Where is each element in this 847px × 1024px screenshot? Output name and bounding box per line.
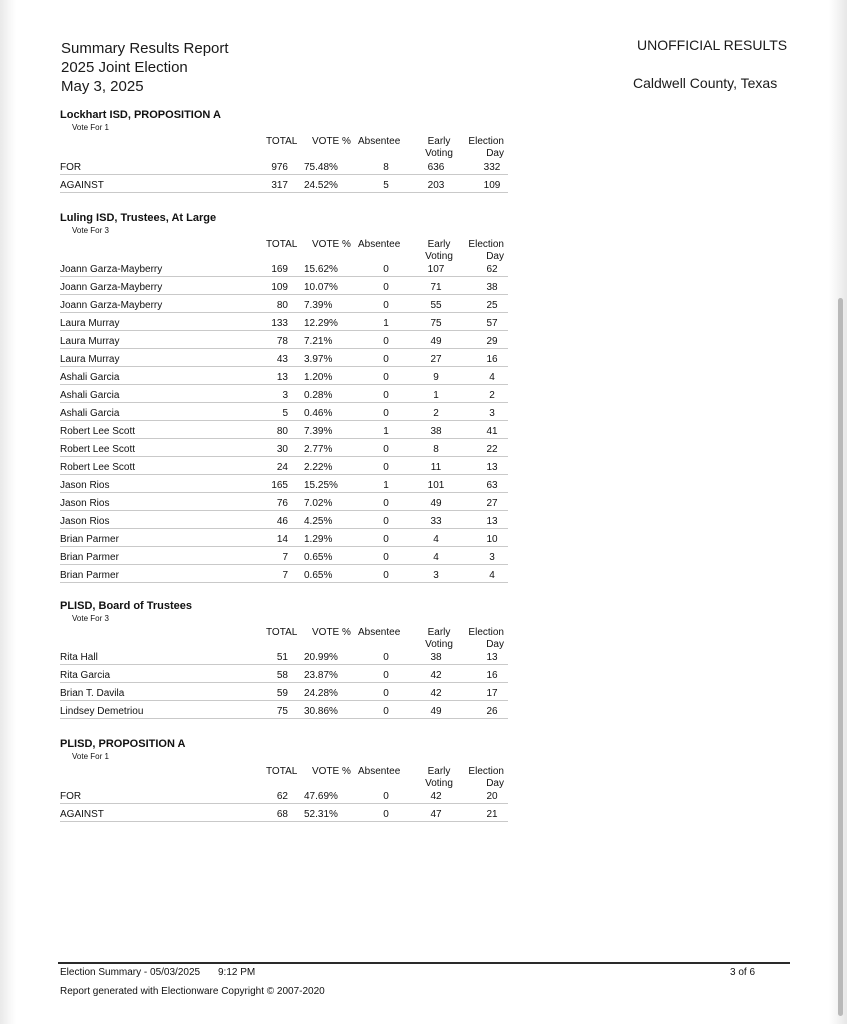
absentee-votes: 0 <box>383 706 389 717</box>
early-voting-votes: 203 <box>427 180 445 191</box>
col-early-voting-header <box>424 136 454 160</box>
total-votes: 43 <box>276 354 288 365</box>
early-voting-votes: 38 <box>430 426 442 437</box>
vote-percent: 12.29% <box>304 318 338 329</box>
col-eday-line2: Day <box>486 639 504 650</box>
vote-percent: 20.99% <box>304 652 338 663</box>
vote-for-label: Vote For 3 <box>72 614 109 623</box>
vote-percent: 1.29% <box>304 534 333 545</box>
election-name: 2025 Joint Election <box>61 59 188 76</box>
col-total-header: TOTAL <box>266 627 298 638</box>
total-votes: 5 <box>282 408 288 419</box>
election-day-votes: 2 <box>489 390 495 401</box>
early-voting-votes: 42 <box>430 791 442 802</box>
total-votes: 317 <box>271 180 288 191</box>
election-day-votes: 20 <box>486 791 498 802</box>
result-row <box>56 351 508 369</box>
candidate-name: Joann Garza-Mayberry <box>60 264 163 275</box>
footer-divider <box>58 962 790 964</box>
total-votes: 75 <box>276 706 288 717</box>
row-divider <box>60 276 508 277</box>
col-early-voting-header <box>424 766 454 790</box>
candidate-name: Ashali Garcia <box>60 408 120 419</box>
row-divider <box>60 718 508 719</box>
candidate-name: Laura Murray <box>60 336 120 347</box>
absentee-votes: 0 <box>383 390 389 401</box>
row-divider <box>60 528 508 529</box>
row-divider <box>60 384 508 385</box>
election-day-votes: 22 <box>486 444 498 455</box>
early-voting-votes: 636 <box>427 162 445 173</box>
row-divider <box>60 330 508 331</box>
candidate-name: Joann Garza-Mayberry <box>60 300 163 311</box>
election-day-votes: 26 <box>486 706 498 717</box>
early-voting-votes: 33 <box>430 516 442 527</box>
candidate-name: Jason Rios <box>60 480 110 491</box>
early-voting-votes: 42 <box>430 688 442 699</box>
absentee-votes: 0 <box>383 336 389 347</box>
vote-percent: 7.39% <box>304 426 333 437</box>
row-divider <box>60 456 508 457</box>
early-voting-votes: 49 <box>430 336 442 347</box>
total-votes: 165 <box>271 480 288 491</box>
col-absentee-header: Absentee <box>358 627 401 638</box>
vote-percent: 4.25% <box>304 516 333 527</box>
row-divider <box>60 803 508 804</box>
total-votes: 59 <box>276 688 288 699</box>
early-voting-votes: 11 <box>430 462 442 473</box>
result-row <box>56 333 508 351</box>
election-day-votes: 38 <box>486 282 498 293</box>
early-voting-votes: 49 <box>430 498 442 509</box>
candidate-name: Joann Garza-Mayberry <box>60 282 163 293</box>
col-total-header: TOTAL <box>266 766 298 777</box>
total-votes: 51 <box>276 652 288 663</box>
result-row <box>56 549 508 567</box>
footer-generated-by: Report generated with Electionware Copyright © 2007-2020 <box>60 986 325 997</box>
absentee-votes: 0 <box>383 652 389 663</box>
early-voting-votes: 42 <box>430 670 442 681</box>
vote-percent: 7.02% <box>304 498 333 509</box>
election-day-votes: 3 <box>489 552 495 563</box>
candidate-name: AGAINST <box>60 180 104 191</box>
result-row <box>56 513 508 531</box>
total-votes: 80 <box>276 300 288 311</box>
early-voting-votes: 38 <box>430 652 442 663</box>
total-votes: 30 <box>276 444 288 455</box>
absentee-votes: 0 <box>383 408 389 419</box>
candidate-name: Brian T. Davila <box>60 688 125 699</box>
col-vote-pct-header: VOTE % <box>312 627 351 638</box>
col-eday-line1: Election <box>468 627 504 638</box>
row-divider <box>60 294 508 295</box>
total-votes: 133 <box>271 318 288 329</box>
absentee-votes: 0 <box>383 498 389 509</box>
election-day-votes: 4 <box>489 570 495 581</box>
vote-percent: 23.87% <box>304 670 338 681</box>
absentee-votes: 0 <box>383 444 389 455</box>
vote-percent: 0.65% <box>304 570 333 581</box>
col-total-header: TOTAL <box>266 239 298 250</box>
absentee-votes: 5 <box>383 180 389 191</box>
col-eday-line2: Day <box>486 148 504 159</box>
col-eday-line1: Election <box>468 766 504 777</box>
candidate-name: Robert Lee Scott <box>60 462 136 473</box>
early-voting-votes: 4 <box>433 552 439 563</box>
result-row <box>56 441 508 459</box>
report-title: Summary Results Report <box>61 40 229 57</box>
row-divider <box>60 582 508 583</box>
col-eday-line2: Day <box>486 251 504 262</box>
result-row <box>56 177 508 195</box>
candidate-name: Jason Rios <box>60 498 110 509</box>
absentee-votes: 0 <box>383 570 389 581</box>
election-day-votes: 16 <box>486 670 498 681</box>
col-vote-pct-header: VOTE % <box>312 136 351 147</box>
result-row <box>56 261 508 279</box>
candidate-name: Robert Lee Scott <box>60 426 136 437</box>
candidate-name: Ashali Garcia <box>60 372 120 383</box>
result-row <box>56 279 508 297</box>
absentee-votes: 0 <box>383 534 389 545</box>
col-absentee-header: Absentee <box>358 766 401 777</box>
election-day-votes: 29 <box>486 336 498 347</box>
row-divider <box>60 474 508 475</box>
results-rows <box>56 788 508 824</box>
vote-percent: 52.31% <box>304 809 338 820</box>
row-divider <box>60 192 508 193</box>
candidate-name: AGAINST <box>60 809 104 820</box>
vote-percent: 0.46% <box>304 408 333 419</box>
vote-percent: 24.52% <box>304 180 338 191</box>
candidate-name: FOR <box>60 791 82 802</box>
candidate-name: Rita Garcia <box>60 670 111 681</box>
absentee-votes: 0 <box>383 282 389 293</box>
election-day-votes: 62 <box>486 264 498 275</box>
result-row <box>56 423 508 441</box>
election-day-votes: 13 <box>486 462 498 473</box>
vote-percent: 2.22% <box>304 462 333 473</box>
absentee-votes: 0 <box>383 688 389 699</box>
col-election-day-header <box>464 627 504 651</box>
row-divider <box>60 174 508 175</box>
election-day-votes: 4 <box>489 372 495 383</box>
absentee-votes: 0 <box>383 462 389 473</box>
col-early-line1: Early <box>427 136 451 147</box>
results-rows <box>56 261 508 585</box>
early-voting-votes: 8 <box>433 444 439 455</box>
total-votes: 7 <box>282 552 288 563</box>
row-divider <box>60 366 508 367</box>
total-votes: 169 <box>271 264 288 275</box>
col-election-day-header <box>464 136 504 160</box>
vote-for-label: Vote For 1 <box>72 752 109 761</box>
absentee-votes: 0 <box>383 516 389 527</box>
vote-percent: 15.25% <box>304 480 338 491</box>
absentee-votes: 8 <box>383 162 389 173</box>
page-number: 3 of 6 <box>730 967 756 978</box>
candidate-name: FOR <box>60 162 82 173</box>
vote-percent: 2.77% <box>304 444 333 455</box>
col-early-line2: Voting <box>425 251 453 262</box>
absentee-votes: 0 <box>383 372 389 383</box>
vote-for-label: Vote For 1 <box>72 123 109 132</box>
candidate-name: Brian Parmer <box>60 570 119 581</box>
row-divider <box>60 492 508 493</box>
col-early-line2: Voting <box>425 778 453 789</box>
vote-percent: 0.65% <box>304 552 333 563</box>
election-day-votes: 17 <box>486 688 498 699</box>
contest-title: Luling ISD, Trustees, At Large <box>60 212 217 224</box>
election-day-votes: 3 <box>489 408 495 419</box>
election-day-votes: 16 <box>486 354 498 365</box>
total-votes: 24 <box>276 462 288 473</box>
results-rows <box>56 159 508 195</box>
result-row <box>56 459 508 477</box>
results-status: UNOFFICIAL RESULTS <box>637 37 788 53</box>
col-absentee-header: Absentee <box>358 239 401 250</box>
absentee-votes: 1 <box>383 480 389 491</box>
row-divider <box>60 546 508 547</box>
early-voting-votes: 71 <box>430 282 442 293</box>
election-day-votes: 13 <box>486 652 498 663</box>
candidate-name: Robert Lee Scott <box>60 444 136 455</box>
result-row <box>56 567 508 585</box>
result-row <box>56 685 508 703</box>
result-row <box>56 387 508 405</box>
candidate-name: Brian Parmer <box>60 552 119 563</box>
result-row <box>56 477 508 495</box>
col-absentee-header: Absentee <box>358 136 401 147</box>
vote-percent: 75.48% <box>304 162 338 173</box>
col-early-line2: Voting <box>425 148 453 159</box>
footer-time: 9:12 PM <box>218 967 256 978</box>
candidate-name: Laura Murray <box>60 318 120 329</box>
row-divider <box>60 348 508 349</box>
result-row <box>56 159 508 177</box>
absentee-votes: 0 <box>383 809 389 820</box>
col-early-voting-header <box>424 627 454 651</box>
result-row <box>56 649 508 667</box>
col-election-day-header <box>464 239 504 263</box>
row-divider <box>60 438 508 439</box>
total-votes: 46 <box>276 516 288 527</box>
candidate-name: Brian Parmer <box>60 534 119 545</box>
total-votes: 7 <box>282 570 288 581</box>
col-eday-line1: Election <box>468 136 504 147</box>
row-divider <box>60 821 508 822</box>
result-row <box>56 531 508 549</box>
result-row <box>56 806 508 824</box>
candidate-name: Lindsey Demetriou <box>60 706 144 717</box>
total-votes: 13 <box>276 372 288 383</box>
election-date: May 3, 2025 <box>61 78 144 95</box>
col-eday-line1: Election <box>468 239 504 250</box>
col-election-day-header <box>464 766 504 790</box>
col-vote-pct-header: VOTE % <box>312 239 351 250</box>
col-eday-line2: Day <box>486 778 504 789</box>
early-voting-votes: 107 <box>427 264 445 275</box>
total-votes: 68 <box>276 809 288 820</box>
candidate-name: Jason Rios <box>60 516 110 527</box>
total-votes: 976 <box>271 162 288 173</box>
total-votes: 109 <box>271 282 288 293</box>
absentee-votes: 0 <box>383 354 389 365</box>
election-day-votes: 10 <box>486 534 498 545</box>
contest-title: Lockhart ISD, PROPOSITION A <box>60 109 221 121</box>
total-votes: 80 <box>276 426 288 437</box>
election-day-votes: 13 <box>486 516 498 527</box>
absentee-votes: 0 <box>383 670 389 681</box>
vote-percent: 3.97% <box>304 354 333 365</box>
early-voting-votes: 2 <box>433 408 439 419</box>
absentee-votes: 1 <box>383 318 389 329</box>
contest-title: PLISD, PROPOSITION A <box>60 738 186 750</box>
early-voting-votes: 55 <box>430 300 442 311</box>
total-votes: 14 <box>276 534 288 545</box>
row-divider <box>60 402 508 403</box>
row-divider <box>60 510 508 511</box>
candidate-name: Ashali Garcia <box>60 390 120 401</box>
absentee-votes: 0 <box>383 264 389 275</box>
vote-percent: 1.20% <box>304 372 333 383</box>
result-row <box>56 315 508 333</box>
result-row <box>56 405 508 423</box>
result-row <box>56 369 508 387</box>
election-day-votes: 332 <box>483 162 501 173</box>
early-voting-votes: 27 <box>430 354 442 365</box>
absentee-votes: 0 <box>383 791 389 802</box>
early-voting-votes: 49 <box>430 706 442 717</box>
early-voting-votes: 3 <box>433 570 439 581</box>
early-voting-votes: 4 <box>433 534 439 545</box>
col-early-line2: Voting <box>425 639 453 650</box>
col-early-line1: Early <box>427 627 451 638</box>
col-early-line1: Early <box>427 766 451 777</box>
row-divider <box>60 420 508 421</box>
vote-percent: 47.69% <box>304 791 338 802</box>
row-divider <box>60 700 508 701</box>
vote-percent: 30.86% <box>304 706 338 717</box>
row-divider <box>60 312 508 313</box>
vote-percent: 24.28% <box>304 688 338 699</box>
vote-for-label: Vote For 3 <box>72 226 109 235</box>
election-day-votes: 21 <box>486 809 498 820</box>
absentee-votes: 0 <box>383 552 389 563</box>
vote-percent: 0.28% <box>304 390 333 401</box>
election-day-votes: 109 <box>483 180 501 191</box>
total-votes: 62 <box>276 791 288 802</box>
vote-percent: 7.21% <box>304 336 333 347</box>
results-rows <box>56 649 508 721</box>
county-name: Caldwell County, Texas <box>633 75 778 91</box>
report-header <box>61 39 229 96</box>
result-row <box>56 495 508 513</box>
vote-percent: 15.62% <box>304 264 338 275</box>
election-day-votes: 25 <box>486 300 498 311</box>
total-votes: 76 <box>276 498 288 509</box>
col-total-header: TOTAL <box>266 136 298 147</box>
election-day-votes: 27 <box>486 498 498 509</box>
result-row <box>56 667 508 685</box>
early-voting-votes: 75 <box>430 318 442 329</box>
election-day-votes: 57 <box>486 318 498 329</box>
candidate-name: Rita Hall <box>60 652 98 663</box>
contest-title: PLISD, Board of Trustees <box>60 600 193 612</box>
row-divider <box>60 664 508 665</box>
election-day-votes: 63 <box>486 480 498 491</box>
col-early-voting-header <box>424 239 454 263</box>
row-divider <box>60 682 508 683</box>
result-row <box>56 703 508 721</box>
footer-election-summary: Election Summary - 05/03/2025 <box>60 967 201 978</box>
early-voting-votes: 47 <box>430 809 442 820</box>
total-votes: 3 <box>282 390 288 401</box>
early-voting-votes: 101 <box>427 480 445 491</box>
candidate-name: Laura Murray <box>60 354 120 365</box>
vote-percent: 7.39% <box>304 300 333 311</box>
total-votes: 58 <box>276 670 288 681</box>
result-row <box>56 788 508 806</box>
absentee-votes: 1 <box>383 426 389 437</box>
early-voting-votes: 9 <box>433 372 439 383</box>
row-divider <box>60 564 508 565</box>
col-early-line1: Early <box>427 239 451 250</box>
col-vote-pct-header: VOTE % <box>312 766 351 777</box>
vote-percent: 10.07% <box>304 282 338 293</box>
total-votes: 78 <box>276 336 288 347</box>
result-row <box>56 297 508 315</box>
absentee-votes: 0 <box>383 300 389 311</box>
early-voting-votes: 1 <box>433 390 439 401</box>
election-day-votes: 41 <box>486 426 498 437</box>
